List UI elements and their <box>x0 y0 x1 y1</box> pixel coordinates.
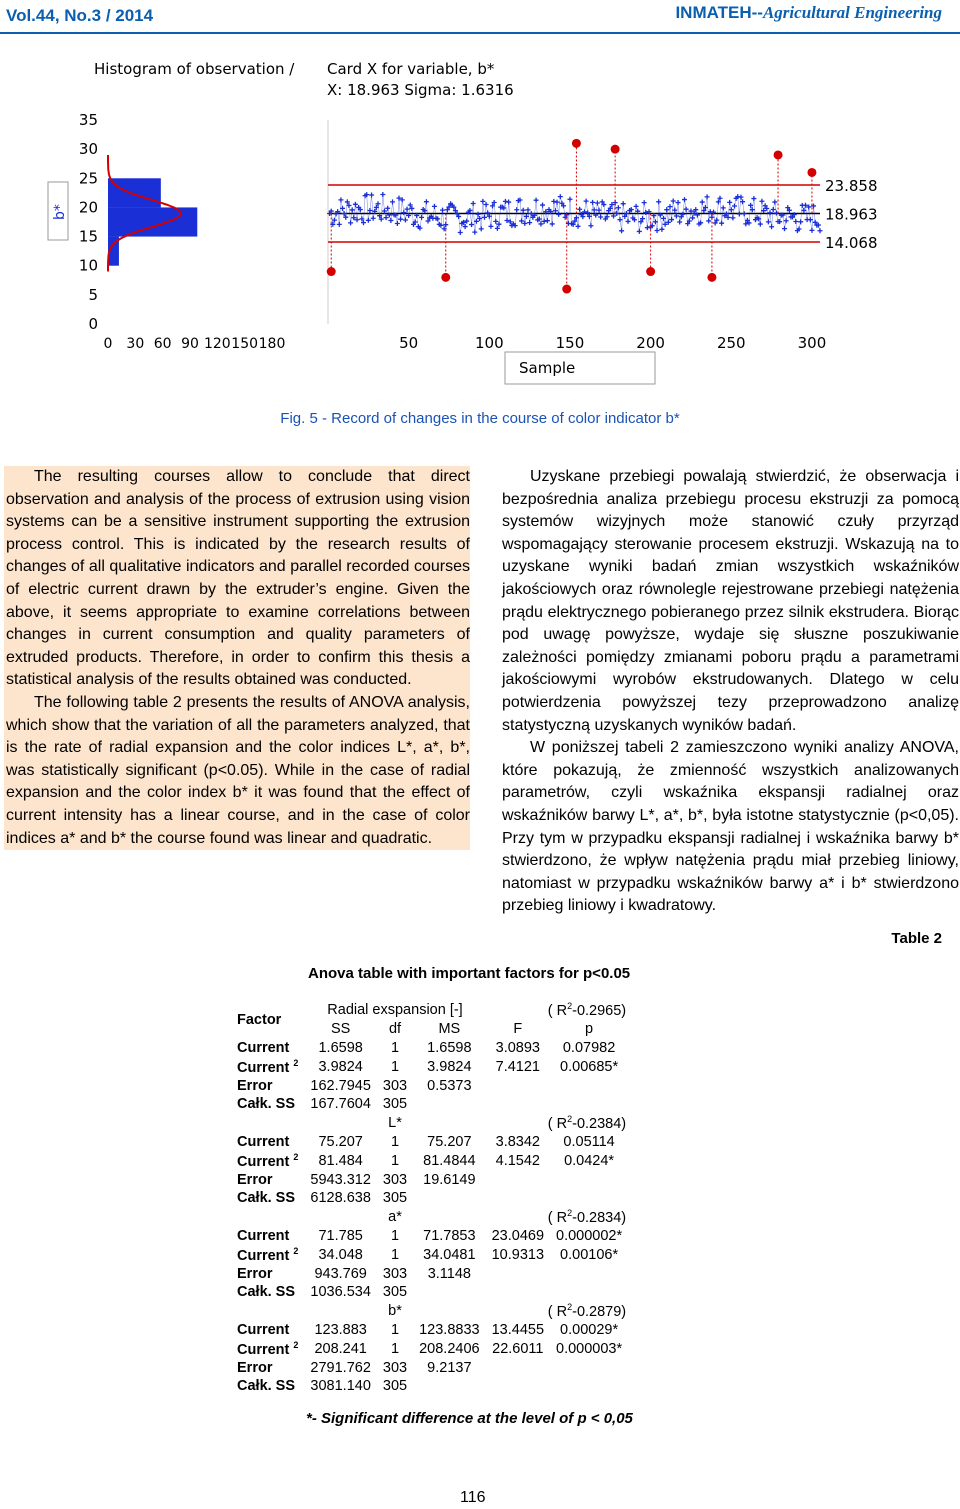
cell-ms: 19.6149 <box>423 1171 476 1188</box>
factor-cell <box>229 1377 304 1396</box>
factor-cell <box>229 1076 304 1095</box>
cell-p: 0.0424* <box>564 1152 615 1169</box>
cell-ms: 3.1148 <box>427 1265 471 1282</box>
cell-df: 305 <box>382 1378 408 1395</box>
right-column-polish <box>502 466 959 918</box>
factor-cell <box>229 1358 304 1377</box>
cell-f: 10.9313 <box>491 1246 545 1263</box>
cell-ss: 123.883 <box>314 1321 367 1338</box>
header-rule <box>0 32 960 34</box>
table-row <box>229 1057 628 1076</box>
cell-p: 0.07982 <box>562 1039 616 1056</box>
hist-x-tick-label: 90 <box>181 336 199 352</box>
cell-f: 3.0893 <box>495 1039 540 1056</box>
figure-label: Fig. 5 <box>280 410 318 427</box>
right-paragraph-1: Uzyskane przebiegi powalają stwierdzić, że obserwacja i bezpośrednia analiza przebiegu procesu ekstruzji za pomocą systemów wizyjnych może stanowić czuły przyrząd wspomagający sterowanie procesem ekstruzji. Wskazują na to uzyskane wyniki badań zmian wszystkich wskaźników jakościowych oraz równolegle rejestrowane przebiegi natężenia prądu elektrycznego pobieranego przez silnik ekstrudera. Biorąc pod uwagę powyższe, wydaje się słuszne poszukiwanie zależności pomiędzy zmianami poboru prądu a parametrami jakościowymi wyrobów ekstrudowanych. Dlatego w celu potwierdzenia powyższej tezy przeprowadzono analizę statystyczną uzyskanych wyników badań. <box>502 468 959 734</box>
outlier-point <box>327 267 336 276</box>
table-row <box>229 1170 628 1189</box>
cell-ms: 0.5373 <box>427 1077 472 1094</box>
cell-df: 305 <box>382 1190 408 1207</box>
cell-ss: 1036.534 <box>310 1284 371 1301</box>
cell-f: 13.4455 <box>491 1321 545 1338</box>
outlier-point <box>774 150 783 159</box>
hist-x-tick-label: 30 <box>126 336 145 352</box>
cell-df: 305 <box>382 1284 408 1301</box>
cell-f <box>486 1264 550 1283</box>
r-squared-exponent: 2 <box>567 1302 573 1313</box>
outlier-point <box>611 145 620 154</box>
cell-p: 0.000003* <box>556 1340 623 1357</box>
cell-df: 1 <box>390 1321 400 1338</box>
factor-exponent: 2 <box>293 1151 299 1162</box>
brand-main: INMATEH <box>675 3 752 22</box>
y-tick-label: 30 <box>78 140 98 159</box>
cell-ss: 5943.312 <box>310 1171 371 1188</box>
section-name: b* <box>388 1303 402 1320</box>
cell-df: 303 <box>382 1171 408 1188</box>
table-row <box>229 1095 628 1114</box>
cell-p <box>550 1264 628 1283</box>
cell-df: 1 <box>390 1340 400 1357</box>
y-tick-label: 25 <box>78 169 98 188</box>
cell-df: 1 <box>390 1246 400 1263</box>
cell-ss: 1.6598 <box>318 1039 363 1056</box>
histogram-bar <box>108 178 161 207</box>
cell-p: 0.00685* <box>560 1058 619 1075</box>
card-x-tick-label: 150 <box>555 334 585 352</box>
factor-name: Current <box>237 1039 290 1056</box>
cell-df: 303 <box>382 1077 408 1094</box>
r-squared-value: -0.2879) <box>572 1304 627 1321</box>
r-squared-prefix: ( R <box>547 1116 568 1133</box>
cell-ss: 81.484 <box>318 1152 363 1169</box>
empty-cell <box>229 1208 304 1227</box>
cell-ss: 208.241 <box>314 1340 367 1357</box>
cell-df: 303 <box>382 1265 408 1282</box>
cell-f <box>486 1076 550 1095</box>
factor-exponent: 2 <box>293 1339 299 1350</box>
column-header: F <box>513 1021 523 1038</box>
card-x-tick-label: 100 <box>474 334 504 352</box>
factor-name: Current <box>237 1321 290 1338</box>
cell-p: 0.000002* <box>556 1227 623 1244</box>
cell-f <box>486 1170 550 1189</box>
journal-volume: Vol.44, No.3 / 2014 <box>6 6 154 25</box>
histogram-bar <box>108 207 197 236</box>
limit-label: 18.963 <box>825 205 878 224</box>
card-title: Card X for variable, b* <box>327 60 495 78</box>
r-squared <box>486 1302 629 1321</box>
cell-p <box>550 1189 628 1208</box>
section-header-row <box>229 1208 628 1227</box>
figure-caption <box>0 410 960 427</box>
table-row <box>229 1227 628 1246</box>
factor-name: Current <box>237 1059 290 1076</box>
factor-exponent: 2 <box>293 1057 299 1068</box>
table-row <box>229 1245 628 1264</box>
r-squared-prefix: ( R <box>547 1210 568 1227</box>
factor-name: Current <box>237 1341 290 1358</box>
table-row <box>229 1076 628 1095</box>
y-tick-label: 20 <box>78 198 98 217</box>
section-header-row <box>229 1302 628 1321</box>
table-row <box>229 1133 628 1152</box>
left-paragraph-2: The following table 2 presents the results of ANOVA analysis, which show that the variation of all the parameters analyzed, that is the rate of radial expansion and the color indices L*, a*, b*, was statistically significant (p<0.05). While in the case of radial expansion and the color index b* it was found that the effect of current intensity has a linear course, and in the case of color indices a* and b* the course found was linear and quadratic. <box>6 693 470 847</box>
cell-p <box>550 1377 628 1396</box>
cell-f: 23.0469 <box>491 1227 545 1244</box>
brand-sub: Agricultural Engineering <box>762 3 942 22</box>
table-row <box>229 1321 628 1340</box>
table-row <box>229 1339 628 1358</box>
cell-df: 1 <box>390 1133 400 1150</box>
factor-name: Error <box>237 1359 273 1376</box>
table-row <box>229 1377 628 1396</box>
r-squared <box>486 1114 629 1133</box>
column-header: SS <box>330 1021 351 1038</box>
factor-name: Całk. SS <box>237 1190 296 1207</box>
cell-p: 0.05114 <box>563 1133 615 1150</box>
cell-df: 305 <box>382 1096 408 1113</box>
y-tick-label: 5 <box>88 285 98 304</box>
cell-ms: 3.9824 <box>427 1058 472 1075</box>
histogram-title: Histogram of observation / <box>94 60 295 78</box>
cell-ss: 2791.762 <box>310 1359 371 1376</box>
r-squared-value: -0.2965) <box>572 1003 627 1020</box>
cell-ms: 123.8833 <box>419 1321 480 1338</box>
cell-ms: 34.0481 <box>423 1246 476 1263</box>
empty-cell <box>229 1302 304 1321</box>
cell-p <box>550 1358 628 1377</box>
factor-name: Error <box>237 1171 273 1188</box>
r-squared-prefix: ( R <box>547 1304 568 1321</box>
cell-p <box>550 1283 628 1302</box>
cell-ms: 81.4844 <box>423 1152 476 1169</box>
factor-cell <box>229 1283 304 1302</box>
hist-x-tick-label: 0 <box>103 336 113 352</box>
hist-x-tick-label: 120 <box>203 336 231 352</box>
r-squared-exponent: 2 <box>567 1114 573 1125</box>
factor-name: Current <box>237 1153 290 1170</box>
cell-f: 4.1542 <box>495 1152 540 1169</box>
y-tick-label: 35 <box>78 111 98 129</box>
y-tick-label: 15 <box>78 227 98 246</box>
factor-cell <box>229 1170 304 1189</box>
cell-f <box>486 1377 550 1396</box>
hist-x-tick-label: 60 <box>153 336 172 352</box>
journal-brand <box>675 3 942 23</box>
factor-cell <box>229 1095 304 1114</box>
table-row <box>229 1189 628 1208</box>
cell-ss: 34.048 <box>318 1246 363 1263</box>
table-row <box>229 1283 628 1302</box>
r-squared-exponent: 2 <box>567 1001 573 1012</box>
section-name: Radial exspansion [-] <box>327 1002 463 1019</box>
cell-ms <box>413 1095 485 1114</box>
factor-cell <box>229 1133 304 1152</box>
table-row <box>229 1151 628 1170</box>
cell-ms: 75.207 <box>427 1133 472 1150</box>
factor-cell <box>229 1264 304 1283</box>
section-name: a* <box>388 1209 402 1226</box>
cell-p <box>550 1095 628 1114</box>
card-x-tick-label: 250 <box>716 334 746 352</box>
table-row <box>229 1264 628 1283</box>
card-subtitle: X: 18.963 Sigma: 1.6316 <box>327 81 514 99</box>
column-header: MS <box>438 1021 461 1038</box>
card-x-tick-label: 50 <box>399 334 419 352</box>
table-footnote: *- Significant difference at the level of p < 0,05 <box>306 1410 633 1427</box>
cell-f <box>486 1358 550 1377</box>
r-squared <box>486 1208 629 1227</box>
cell-ss: 162.7945 <box>310 1077 371 1094</box>
factor-exponent: 2 <box>293 1245 299 1256</box>
table-row <box>229 1039 628 1058</box>
anova-table <box>229 1001 628 1396</box>
section-header-row <box>229 1114 628 1133</box>
table-label: Table 2 <box>891 930 942 947</box>
cell-ss: 167.7604 <box>310 1096 371 1113</box>
cell-f: 22.6011 <box>492 1340 544 1357</box>
r-squared-exponent: 2 <box>567 1208 573 1219</box>
cell-p <box>550 1170 628 1189</box>
factor-name: Całk. SS <box>237 1378 296 1395</box>
card-x-tick-label: 300 <box>797 334 827 352</box>
factor-cell <box>229 1057 304 1076</box>
cell-p <box>550 1076 628 1095</box>
cell-ms: 208.2406 <box>419 1340 480 1357</box>
limit-label: 23.858 <box>825 176 878 195</box>
hist-x-tick-label: 150 <box>231 336 259 352</box>
cell-f <box>486 1283 550 1302</box>
table-title: Anova table with important factors for p<0.05 <box>308 965 631 982</box>
outlier-point <box>807 168 816 177</box>
cell-f <box>486 1095 550 1114</box>
table-row <box>229 1358 628 1377</box>
x-axis-label: Sample <box>519 359 576 377</box>
factor-name: Error <box>237 1077 273 1094</box>
factor-name: Current <box>237 1227 290 1244</box>
cell-ms <box>413 1283 485 1302</box>
cell-ms: 1.6598 <box>427 1039 472 1056</box>
factor-header: Factor <box>237 1011 282 1028</box>
cell-df: 1 <box>390 1058 400 1075</box>
r-squared <box>486 1001 629 1020</box>
cell-ss: 3.9824 <box>318 1058 363 1075</box>
y-tick-label: 10 <box>78 256 98 275</box>
cell-p: 0.00106* <box>560 1246 619 1263</box>
outlier-point <box>646 267 655 276</box>
cell-df: 1 <box>390 1227 400 1244</box>
cell-f: 3.8342 <box>495 1133 540 1150</box>
section-name: L* <box>388 1115 402 1132</box>
y-tick-label: 0 <box>88 315 98 333</box>
cell-f <box>486 1189 550 1208</box>
r-squared-value: -0.2834) <box>572 1210 627 1227</box>
factor-name: Całk. SS <box>237 1284 296 1301</box>
cell-ss: 6128.638 <box>310 1190 371 1207</box>
brand-separator: -- <box>751 3 763 22</box>
cell-ms: 71.7853 <box>423 1227 476 1244</box>
factor-cell <box>229 1039 304 1058</box>
factor-name: Całk. SS <box>237 1096 296 1113</box>
page-number: 116 <box>460 1489 486 1506</box>
hist-x-tick-label: 180 <box>258 336 286 352</box>
factor-name: Current <box>237 1133 290 1150</box>
cell-ms <box>413 1189 485 1208</box>
outlier-point <box>441 273 450 282</box>
y-axis-label: b* <box>52 204 68 220</box>
factor-cell <box>229 1151 304 1170</box>
cell-ss: 3081.140 <box>310 1378 371 1395</box>
factor-name: Current <box>237 1247 290 1264</box>
outlier-point <box>562 285 571 294</box>
column-header: p <box>585 1021 594 1038</box>
factor-cell <box>229 1339 304 1358</box>
section-header-row <box>229 1001 628 1020</box>
factor-cell <box>229 1245 304 1264</box>
outlier-point <box>572 139 581 148</box>
figure-caption-text: - Record of changes in the course of color indicator b* <box>317 410 680 427</box>
cell-ss: 75.207 <box>318 1133 363 1150</box>
card-x-tick-label: 200 <box>636 334 665 352</box>
cell-ss: 943.769 <box>314 1265 367 1282</box>
cell-df: 1 <box>390 1039 400 1056</box>
r-squared-prefix: ( R <box>547 1003 568 1020</box>
factor-cell <box>229 1227 304 1246</box>
figure-control-chart <box>40 52 920 397</box>
factor-name: Error <box>237 1265 273 1282</box>
limit-label: 14.068 <box>825 234 878 253</box>
cell-f: 7.4121 <box>495 1058 540 1075</box>
r-squared-value: -0.2384) <box>572 1116 627 1133</box>
factor-cell <box>229 1189 304 1208</box>
cell-p: 0.00029* <box>560 1321 619 1338</box>
cell-ms: 9.2137 <box>427 1359 472 1376</box>
left-column-english <box>4 466 470 850</box>
left-paragraph-1: The resulting courses allow to conclude that direct observation and analysis of the process of extrusion using vision systems can be a sensitive instrument supporting the extrusion process control. This is indicated by the research results of changes of all qualitative indicators and parallel recorded courses of electric current drawn by the extruder’s engine. Given the above, it seems appropriate to examine correlations between changes in current consumption and quality parameters of extruded products. Therefore, in order to confirm this thesis a statistical analysis of the results obtained was conducted. <box>6 468 470 689</box>
factor-cell <box>229 1321 304 1340</box>
cell-ms <box>413 1377 485 1396</box>
cell-df: 1 <box>390 1152 400 1169</box>
cell-df: 303 <box>382 1359 408 1376</box>
column-header: df <box>388 1021 402 1038</box>
right-paragraph-2: W poniższej tabeli 2 zamieszczono wyniki analizy ANOVA, które pokazują, że zmienność wszystkich analizowanych parametrów, czyli wskaźnika ekspansji radialnej oraz wskaźników barwy L*, a*, b*, była istotne statystycznie (p<0,05). Przy tym w przypadku ekspansji radialnej i wskaźnika barwy b* stwierdzono, że wpływ natężenia prądu miał przebieg liniowy, natomiast w przypadku wskaźników barwy a* i b* stwierdzono przebieg liniowy i kwadratowy. <box>502 739 959 915</box>
outlier-point <box>707 273 716 282</box>
empty-cell <box>229 1114 304 1133</box>
cell-ss: 71.785 <box>318 1227 363 1244</box>
